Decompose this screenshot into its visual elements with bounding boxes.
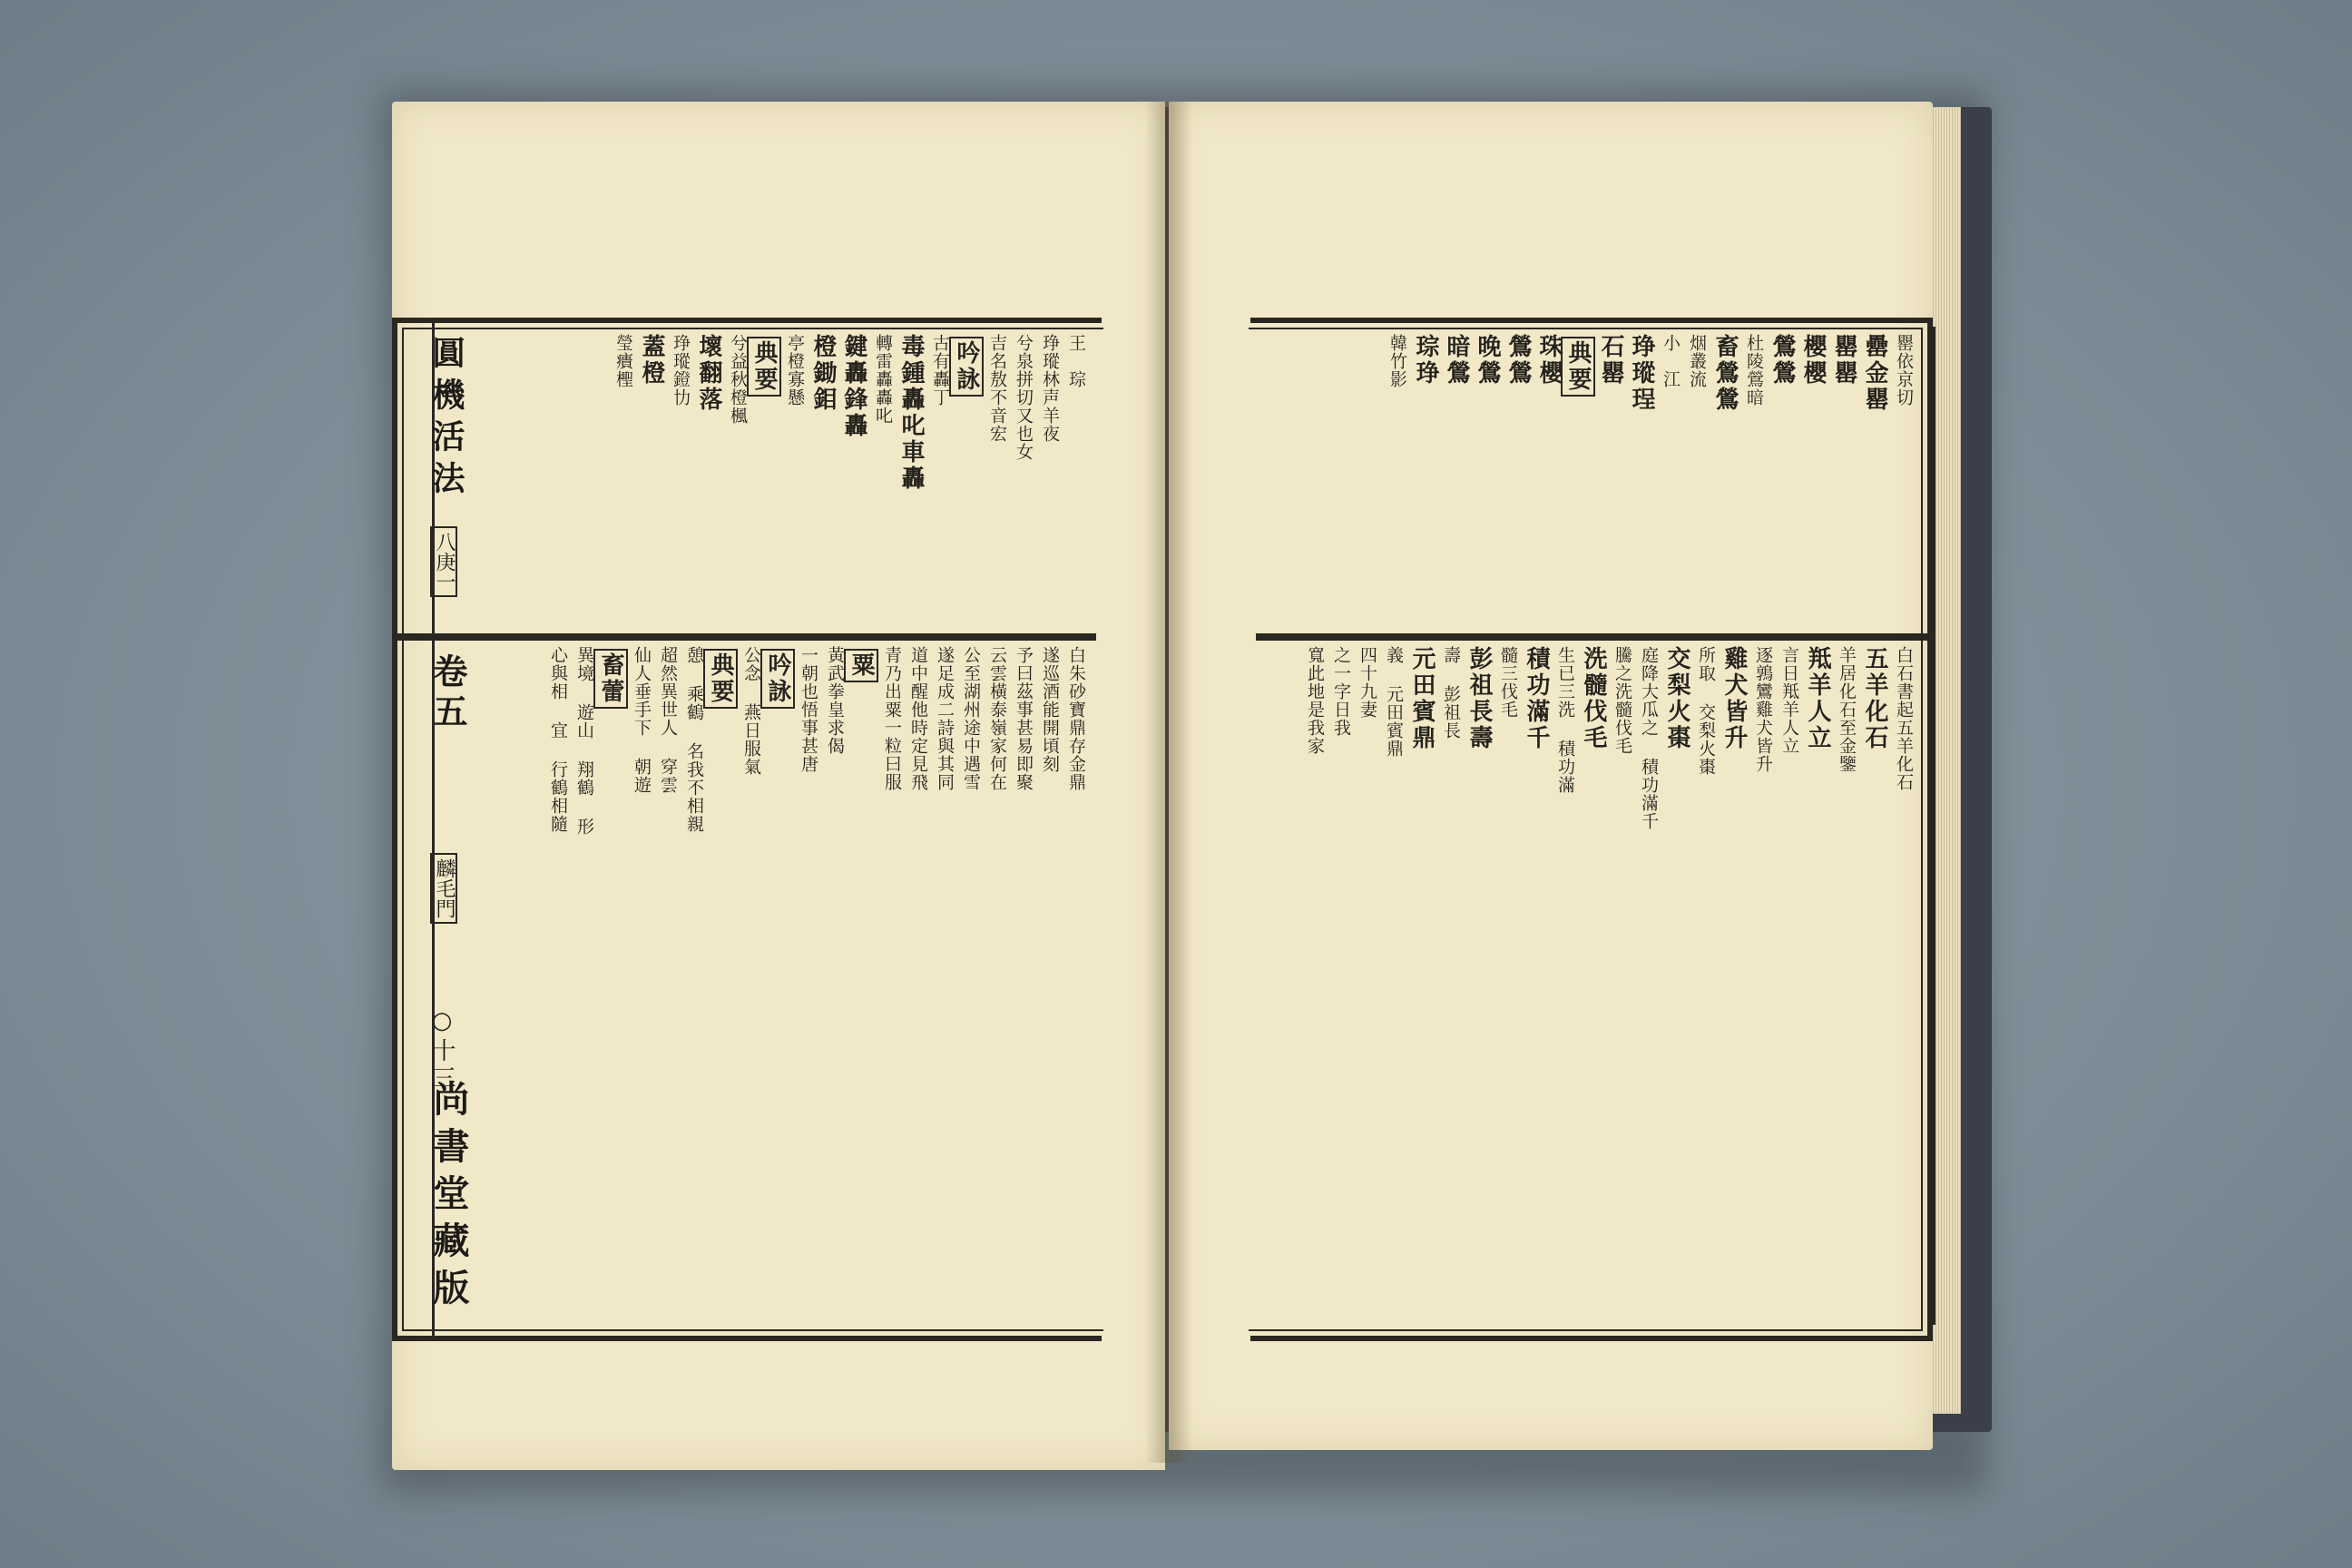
text-column: 黃武拳皇求偈 xyxy=(825,646,845,755)
boxed-term: 吟詠 xyxy=(949,337,984,397)
text-column-boxed xyxy=(750,334,781,626)
text-column: 小 江 xyxy=(1661,334,1681,388)
headword-column: 鶯鶯 xyxy=(1504,334,1532,387)
text-column: 公至湖州途中遇雪 xyxy=(961,646,981,791)
text-column: 韓竹影 xyxy=(1387,334,1407,388)
text-column: 云雲橫泰嶺家何在 xyxy=(987,646,1007,791)
text-column: 亭橙寡懸 xyxy=(785,334,805,407)
book-title: 圓機活法 xyxy=(427,336,466,503)
right-page-divider xyxy=(1256,633,1927,641)
text-column: 異境 遊山 翔鶴 形 xyxy=(574,646,594,836)
text-column: 轉雷轟轟叱 xyxy=(873,334,893,425)
text-column: 王 琮 xyxy=(1066,334,1086,388)
headword-column: 鶯鶯 xyxy=(1769,334,1796,387)
text-column: 寬此地是我家 xyxy=(1305,646,1325,755)
text-column: 予曰茲事甚易即聚 xyxy=(1014,646,1034,791)
text-column: 青乃出粟一粒曰服 xyxy=(882,646,902,791)
text-column-boxed xyxy=(764,646,795,1336)
text-column-boxed xyxy=(953,334,984,626)
headword-column: 壞翻落 xyxy=(695,334,722,413)
headword-column: 積功滿千 xyxy=(1523,646,1550,751)
text-column-boxed xyxy=(1564,334,1595,626)
left-upper-text-block xyxy=(472,334,1089,626)
text-column: 道中醒他時定見飛 xyxy=(908,646,928,791)
boxed-term: 粟 xyxy=(844,649,878,682)
headword-column: 琤瑽珵 xyxy=(1628,334,1655,413)
text-column: 之一字日我 xyxy=(1331,646,1351,737)
right-upper-text-block xyxy=(1263,334,1916,626)
right-margin-strip xyxy=(1933,327,1963,1325)
text-column: 憩 乘鶴 名我不相親 xyxy=(684,646,704,833)
text-column: 烟叢流 xyxy=(1687,334,1707,388)
text-column: 義 元田賓鼎 xyxy=(1384,646,1404,758)
boxed-term: 典要 xyxy=(747,337,781,397)
headword-column: 暗鶯 xyxy=(1443,334,1470,387)
folio-number: ○十三 xyxy=(428,1007,456,1093)
text-column: 兮泉拼切又也女 xyxy=(1014,334,1034,461)
text-column: 兮益秋橙楓 xyxy=(728,334,748,425)
headword-column: 罍金罌 xyxy=(1861,334,1888,413)
text-column: 所取 交梨火棗 xyxy=(1696,646,1716,776)
headword-column: 畜鶯鶯 xyxy=(1711,334,1739,413)
headword-column: 罌罌 xyxy=(1830,334,1857,387)
text-column: 遂足成二詩與其同 xyxy=(935,646,955,791)
text-column: 言日羝羊人立 xyxy=(1779,646,1799,755)
book-gutter xyxy=(1145,102,1192,1463)
text-column: 遂巡酒能開頃刻 xyxy=(1040,646,1060,773)
text-column: 羊居化石至金鑒 xyxy=(1837,646,1857,773)
text-column-boxed xyxy=(707,646,738,1336)
headword-column: 羝羊人立 xyxy=(1804,646,1831,751)
boxed-term: 吟詠 xyxy=(760,649,795,709)
text-column: 壽 彭祖長 xyxy=(1441,646,1461,740)
text-column: 琤瑽林声羊夜 xyxy=(1040,334,1060,443)
text-column-boxed xyxy=(597,646,628,1336)
text-column: 琤瑽鐙㔹 xyxy=(671,334,691,407)
headword-column: 洗髓伐毛 xyxy=(1580,646,1607,751)
text-column: 四十九妻 xyxy=(1357,646,1377,719)
boxed-term: 畜蕾 xyxy=(593,649,628,709)
text-column: 超然異世人 穿雲 xyxy=(658,646,678,794)
headword-column: 彭祖長壽 xyxy=(1465,646,1493,751)
headword-column: 橙鋤鉬 xyxy=(809,334,837,413)
text-column: 公念 燕日服氣 xyxy=(741,646,761,776)
text-column: 吉名敖不音宏 xyxy=(987,334,1007,443)
headword-column: 五羊化石 xyxy=(1861,646,1888,751)
headword-column: 元田賓鼎 xyxy=(1408,646,1436,751)
headword-column: 蓋橙 xyxy=(638,334,665,387)
right-lower-text-block xyxy=(1263,646,1916,1336)
section-tag: 八庚一 xyxy=(430,526,457,597)
headword-column: 石罌 xyxy=(1597,334,1624,387)
text-column: 逐鶉鸞雞犬皆升 xyxy=(1753,646,1773,773)
headword-column: 鍵轟鋒轟 xyxy=(840,334,867,439)
text-column: 騰之洗髓伐毛 xyxy=(1612,646,1632,755)
volume-label: 卷五 xyxy=(427,653,468,733)
headword-column: 毒鍾轟叱車轟 xyxy=(897,334,925,492)
text-column: 杜陵鶯暗 xyxy=(1744,334,1764,407)
boxed-term: 典要 xyxy=(1561,337,1595,397)
category-label: 麟毛門 xyxy=(430,853,457,924)
text-column: 白朱砂寶鼎存金鼎 xyxy=(1066,646,1086,791)
text-column: 生已三洗 積功滿 xyxy=(1555,646,1575,794)
left-lower-text-block xyxy=(472,646,1089,1336)
text-column: 庭降大瓜之 積功滿千 xyxy=(1639,646,1659,830)
headword-column: 雞犬皆升 xyxy=(1720,646,1748,751)
left-page-divider xyxy=(397,633,1096,641)
text-column: 一朝也悟事甚唐 xyxy=(799,646,818,773)
headword-column: 交梨火棗 xyxy=(1663,646,1690,751)
text-column: 仙人垂手下 朝遊 xyxy=(632,646,652,794)
headword-column: 晚鶯 xyxy=(1474,334,1501,387)
text-column-boxed xyxy=(848,646,878,1336)
text-column: 白石書起五羊化石 xyxy=(1894,646,1914,791)
headword-column: 櫻櫻 xyxy=(1799,334,1827,387)
headword-column: 琮琤 xyxy=(1412,334,1439,387)
publisher-mark: 尚書堂藏版 xyxy=(427,1080,470,1316)
text-column: 古有轟丁 xyxy=(930,334,950,407)
text-column: 罌依京切 xyxy=(1894,334,1914,407)
text-column: 瑩㿉檉 xyxy=(613,334,633,388)
text-column: 髓三伐毛 xyxy=(1498,646,1518,719)
headword-column: 珠櫻 xyxy=(1535,334,1563,387)
text-column: 心與相 宜 行鶴相隨 xyxy=(548,646,568,833)
boxed-term: 典要 xyxy=(703,649,738,709)
